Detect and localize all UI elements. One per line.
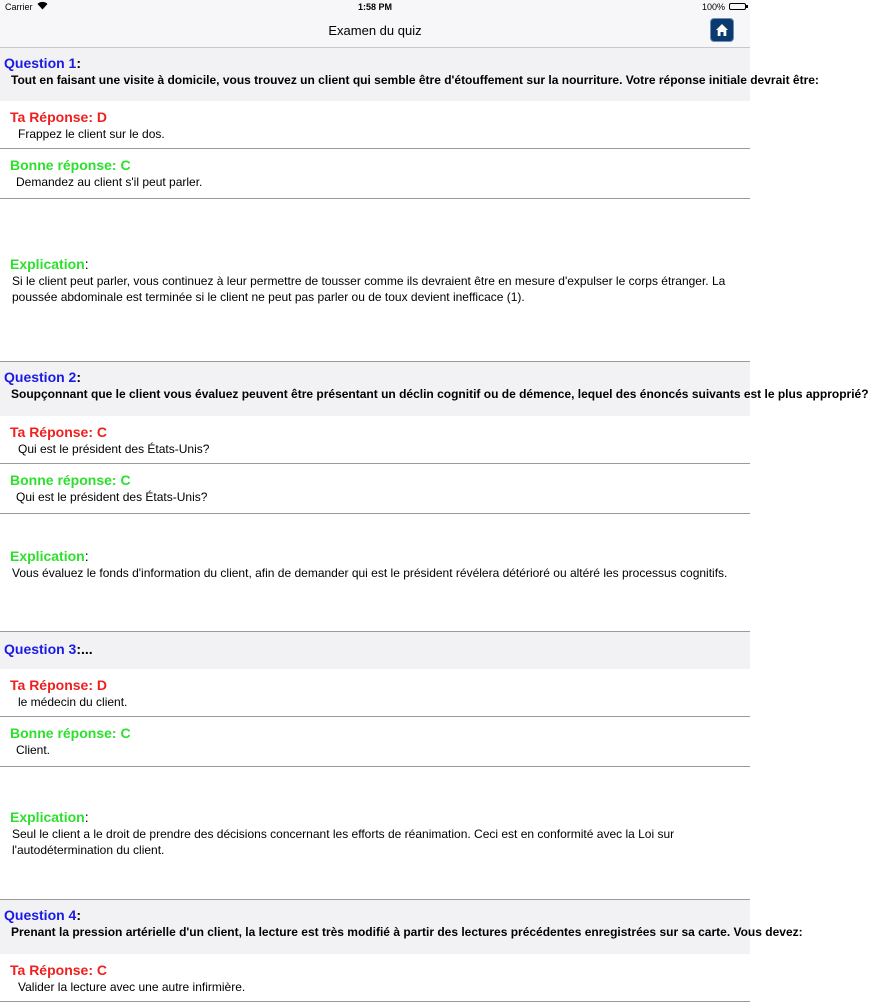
question-header: Question 1: Tout en faisant une visite à domicile, vous trouvez un client qui semble être d'étouffement sur la nourriture. Votre réponse initiale devrait être: (0, 48, 750, 101)
question-title: Question 1 (4, 55, 77, 71)
your-answer-label: Ta Réponse: D (10, 677, 107, 693)
correct-answer-row (0, 464, 750, 514)
battery-cap (746, 5, 748, 8)
home-button[interactable] (710, 18, 734, 42)
correct-answer-text: Qui est le président des États-Unis? (16, 490, 208, 504)
explanation-label: Explication (10, 548, 85, 564)
status-bar (0, 0, 750, 14)
question-title: Question 2 (4, 369, 77, 385)
your-answer-text: Qui est le président des États-Unis? (18, 442, 210, 456)
your-answer-label: Ta Réponse: C (10, 424, 107, 440)
your-answer-row (0, 669, 750, 717)
your-answer-label: Ta Réponse: C (10, 962, 107, 978)
correct-answer-text: Client. (16, 743, 51, 757)
correct-answer-label: Bonne réponse: C (10, 725, 131, 741)
correct-answer-label: Bonne réponse: C (10, 157, 131, 173)
battery-icon (729, 3, 746, 10)
your-answer-row (0, 101, 750, 149)
explanation-text: Vous évaluez le fonds d'information du client, afin de demander qui est le président révélera détérioré ou altéré les processus cognitifs. (12, 566, 728, 580)
explanation-row: Explication: Si le client peut parler, vous continuez à leur permettre de tousser comme ils devraient être en mesure d'expulser le corps étranger. La poussée abdominale est terminée si le client ne peut pas parler ou de toux devient inefficace (1). (0, 199, 750, 362)
question-truncation: :... (76, 641, 93, 657)
explanation-text: Si le client peut parler, vous continuez à leur permettre de tousser comme ils devraient être en mesure d'expulser le corps étranger. La poussée abdominale est terminée si le client ne peut pas parler ou de toux devient inefficace (1). (12, 274, 726, 304)
your-answer-text: Frappez le client sur le dos. (18, 127, 165, 141)
question-header (0, 632, 750, 669)
question-title: Question 4 (4, 907, 77, 923)
question-title: Question 3 (4, 641, 77, 657)
correct-answer-row (0, 717, 750, 767)
question-text: Tout en faisant une visite à domicile, vous trouvez un client qui semble être d'étouffement sur la nourriture. Votre réponse initiale devrait être: (11, 73, 819, 87)
carrier-label: Carrier (5, 2, 33, 12)
your-answer-label: Ta Réponse: D (10, 109, 107, 125)
question-header: Question 2: Soupçonnant que le client vous évaluez peuvent être présentant un déclin cognitif ou de démence, lequel des énoncés suivants est le plus approprié? (0, 362, 750, 416)
battery-percent: 100% (701, 2, 725, 12)
correct-answer-label: Bonne réponse: C (10, 472, 131, 488)
your-answer-text: Valider la lecture avec une autre infirmière. (18, 980, 246, 994)
correct-answer-text: Demandez au client s'il peut parler. (16, 175, 203, 189)
question-text: Prenant la pression artérielle d'un client, la lecture est très modifié à partir des lectures précédentes enregistrées sur sa carte. Vous devez: (11, 925, 803, 939)
your-answer-row (0, 954, 750, 1002)
explanation-label: Explication (10, 809, 85, 825)
home-icon (715, 23, 729, 37)
status-time: 1:58 PM (357, 2, 392, 12)
explanation-row: Explication: Seul le client a le droit de prendre des décisions concernant les efforts de réanimation. Ceci est en conformité avec la Loi sur l'autodétermination du client. (0, 767, 750, 900)
review-list[interactable] (0, 48, 869, 1002)
page-title: Examen du quiz (328, 23, 422, 38)
question-text: Soupçonnant que le client vous évaluez peuvent être présentant un déclin cognitif ou de démence, lequel des énoncés suivants est le plus approprié? (11, 387, 869, 401)
question-header: Question 4: Prenant la pression artérielle d'un client, la lecture est très modifié à partir des lectures précédentes enregistrées sur sa carte. Vous devez: (0, 900, 750, 954)
explanation-label: Explication (10, 256, 85, 272)
your-answer-row (0, 416, 750, 464)
correct-answer-row (0, 149, 750, 199)
navigation-bar (0, 14, 750, 48)
your-answer-text: le médecin du client. (18, 695, 128, 709)
explanation-text: Seul le client a le droit de prendre des décisions concernant les efforts de réanimation. Ceci est en conformité avec la Loi sur l'autodétermination du client. (12, 827, 675, 857)
explanation-row: Explication: Vous évaluez le fonds d'information du client, afin de demander qui est le président révélera détérioré ou altéré les processus cognitifs. (0, 514, 750, 632)
